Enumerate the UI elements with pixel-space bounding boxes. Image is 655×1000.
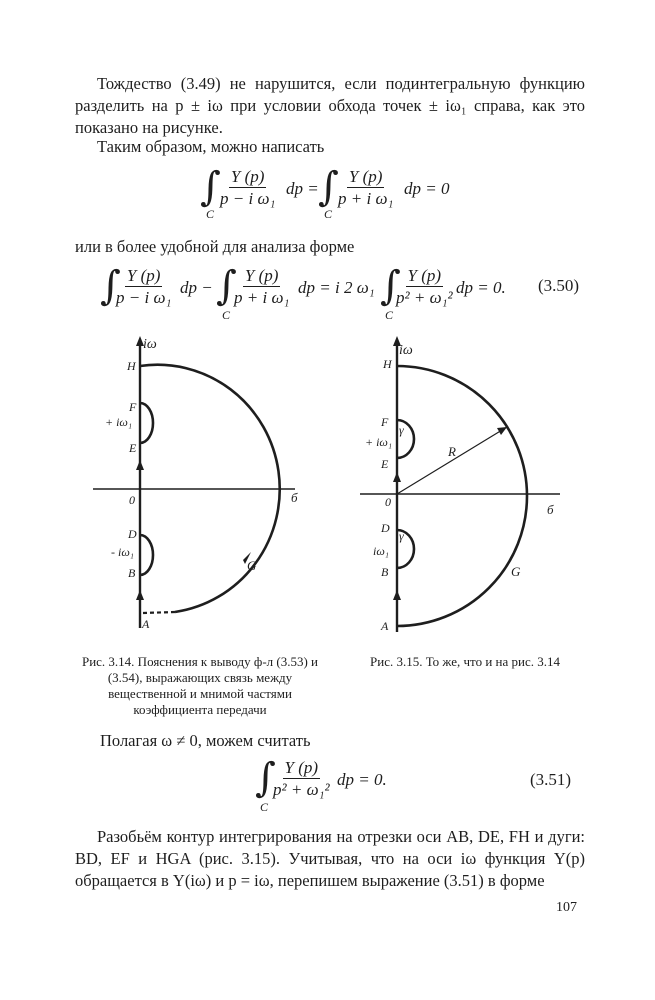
- equation-tail: dp = 0.: [456, 278, 506, 297]
- fraction-term-3: [394, 266, 455, 309]
- label-r: R: [448, 444, 456, 459]
- radius-arrow: [497, 427, 507, 435]
- contour-arc-tail: [143, 612, 175, 613]
- label-f: F: [381, 415, 389, 429]
- fraction-lhs: [218, 167, 277, 210]
- label-g: G: [511, 564, 521, 579]
- caption-3-15: Рис. 3.15. То же, что и на рис. 3.14: [370, 654, 560, 669]
- fraction-rhs: [336, 167, 395, 210]
- label-minus-iw1: iω₁: [373, 544, 389, 558]
- integral-sign: ∫: [380, 263, 401, 309]
- figure-3-14: [85, 332, 315, 642]
- label-sigma: б: [291, 490, 298, 505]
- equation-number-3-51: (3.51): [530, 770, 572, 789]
- paragraph-intro: Тождество (3.49) не нарушится, если подинтегральную функцию разделить на p ± iω при условии обхода точек ± iω₁ справа, как это показано на рисунке.: [75, 74, 585, 137]
- label-gamma: γ: [399, 423, 404, 437]
- label-h: H: [127, 359, 136, 373]
- fraction-numerator: Y (p): [284, 758, 319, 777]
- label-h: H: [383, 357, 392, 371]
- contour-arc-top: [140, 403, 153, 443]
- caption-3-14: Рис. 3.14. Пояснения к выводу ф-л (3.53) и (3.54), выражающих связь между вещественной и мнимой частями коэффициента передачи: [81, 654, 319, 717]
- integral-sign: ∫: [318, 164, 339, 210]
- fraction-numerator: Y (p): [348, 167, 383, 186]
- figure-3-15: [355, 332, 585, 642]
- arrow-axis-mid: [136, 460, 144, 470]
- integral-sign: ∫: [200, 164, 221, 210]
- equation-3-51: [255, 754, 435, 818]
- arrow-axis-mid: [393, 472, 401, 482]
- fraction-numerator: Y (p): [244, 266, 279, 285]
- arrow-axis-low: [136, 590, 144, 600]
- equation-tail: dp = 0.: [337, 770, 387, 789]
- page-number: 107: [556, 900, 577, 915]
- paragraph-form: или в более удобной для анализа форме: [75, 237, 355, 256]
- arrow-axis-low: [393, 590, 401, 600]
- contour-label: C: [206, 207, 215, 221]
- label-plus-iw1: + iω₁: [365, 435, 393, 449]
- label-zero: 0: [385, 495, 391, 509]
- contour-big-arc: [397, 366, 527, 626]
- integral-sign: ∫: [100, 263, 121, 309]
- fraction-denominator: p − i ω₁: [220, 189, 276, 208]
- label-e: E: [129, 441, 137, 455]
- equation-tail: dp = 0: [404, 179, 450, 198]
- fraction-main: [271, 758, 332, 801]
- label-gamma-lower: γ: [399, 529, 404, 543]
- equation-3-50: [100, 262, 590, 324]
- label-a: A: [381, 619, 389, 633]
- label-plus-iw1: + iω₁: [105, 415, 133, 429]
- paragraph-split: Разобьём контур интегрирования на отрезки оси AB, DE, FH и дуги: BD, EF и HGA (рис. 3.15). Учитывая, что на оси iω функция Y(p) обращается в Y(iω) и p = iω, перепишем выражение (3.51) в форме: [75, 827, 585, 890]
- equation-tail: dp =: [286, 179, 319, 198]
- equation-1: [200, 163, 500, 223]
- fraction-numerator: Y (p): [230, 167, 265, 186]
- fraction-denominator: p² + ω₁²: [273, 780, 330, 799]
- contour-label: C: [385, 308, 394, 322]
- label-zero: 0: [129, 493, 135, 507]
- fraction-term-1: [114, 266, 173, 309]
- equation-tail: dp = i 2 ω₁: [298, 278, 375, 297]
- label-minus-iw1: - iω₁: [111, 545, 134, 559]
- label-e: E: [381, 457, 389, 471]
- contour-label: C: [324, 207, 333, 221]
- fraction-term-2: [232, 266, 291, 309]
- integral-sign: ∫: [216, 263, 237, 309]
- label-d: D: [381, 521, 390, 535]
- contour-arc-bottom: [140, 535, 153, 575]
- label-iw: iω: [143, 337, 157, 352]
- equation-tail: dp −: [180, 278, 213, 297]
- fraction-numerator: Y (p): [126, 266, 161, 285]
- integral-sign: ∫: [255, 755, 276, 801]
- contour-label: C: [222, 308, 231, 322]
- contour-label: C: [260, 800, 269, 814]
- fraction-denominator: p² + ω₁²: [396, 288, 453, 307]
- label-d: D: [128, 527, 137, 541]
- fraction-denominator: p − i ω₁: [116, 288, 172, 307]
- label-sigma: б: [547, 502, 554, 517]
- fraction-denominator: p + i ω₁: [338, 189, 394, 208]
- label-g: G: [247, 558, 257, 573]
- paragraph-assume: Полагая ω ≠ 0, можем считать: [100, 731, 311, 750]
- fraction-numerator: Y (p): [407, 266, 442, 285]
- label-f: F: [129, 400, 137, 414]
- label-a: A: [142, 617, 150, 631]
- paragraph-thus: Таким образом, можно написать: [97, 137, 325, 156]
- label-b: B: [128, 566, 136, 580]
- fraction-denominator: p + i ω₁: [234, 288, 290, 307]
- label-iw: iω: [399, 343, 413, 358]
- equation-number-3-50: (3.50): [538, 276, 580, 295]
- label-b: B: [381, 565, 389, 579]
